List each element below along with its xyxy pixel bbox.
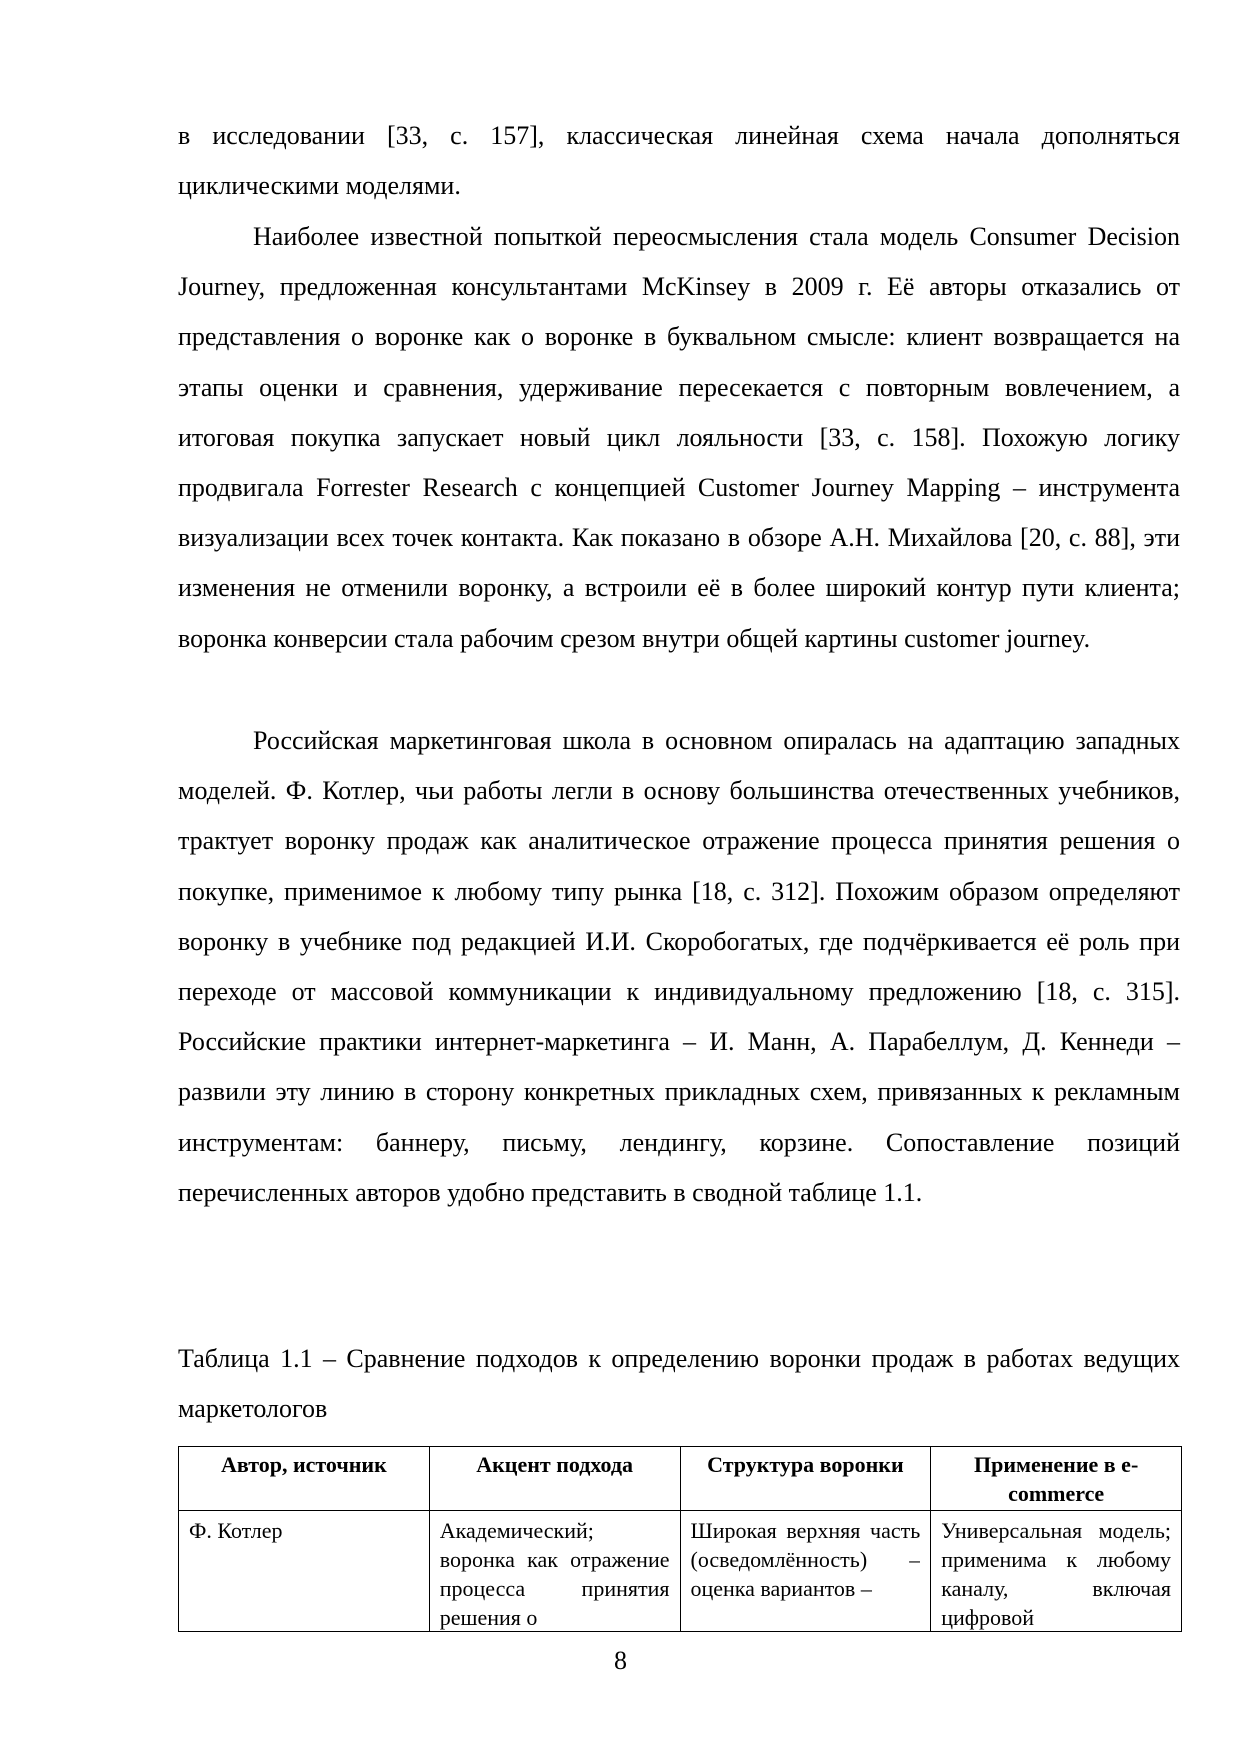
table-header-row bbox=[179, 1447, 1182, 1511]
table-row bbox=[179, 1511, 1182, 1632]
comparison-table bbox=[178, 1446, 1182, 1632]
paragraph-2: Наиболее известной попыткой переосмысления стала модель Consumer Decision Journey, предложенная консультантами McKinsey в 2009 г. Её авторы отказались от представления о воронке как о воронке в буквальном смысле: клиент возвращается на этапы оценки и сравнения, удерживание пересекается с повторным вовлечением, а итоговая покупка запускает новый цикл лояльности [33, с. 158]. Похожую логику продвигала Forrester Research с концепцией Customer Journey Mapping – инструмента визуализации всех точек контакта. Как показано в обзоре А.Н. Михайлова [20, с. 88], эти изменения не отменили воронку, а встроили её в более широкий контур пути клиента; воронка конверсии стала рабочим срезом внутри общей картины customer journey. bbox=[178, 222, 1180, 653]
cell-structure bbox=[680, 1511, 931, 1632]
header-focus: Акцент подхода bbox=[429, 1447, 680, 1511]
cell-structure-text: Широкая верхняя часть (осведомлённость) – оценка вариантов – bbox=[690, 1518, 921, 1601]
cell-author bbox=[179, 1511, 430, 1632]
table-caption: Таблица 1.1 – Сравнение подходов к определению воронки продаж в работах ведущих маркетологов bbox=[178, 1344, 1180, 1424]
cell-focus-text: Академический; воронка как отражение процесса принятия решения о bbox=[439, 1518, 670, 1630]
cell-ecommerce bbox=[931, 1511, 1182, 1632]
paragraph-1: в исследовании [33, с. 157], классическая линейная схема начала дополняться циклическими моделями. bbox=[178, 121, 1180, 201]
paragraph-3: Российская маркетинговая школа в основном опиралась на адаптацию западных моделей. Ф. Котлер, чьи работы легли в основу большинства отечественных учебников, трактует воронку продаж как аналитическое отражение процесса принятия решения о покупке, применимое к любому типу рынка [18, с. 312]. Похожим образом определяют воронку в учебнике под редакцией И.И. Скоробогатых, где подчёркивается её роль при переходе от массовой коммуникации к индивидуальному предложению [18, с. 315]. Российские практики интернет-маркетинга – И. Манн, А. Парабеллум, Д. Кеннеди – развили эту линию в сторону конкретных прикладных схем, привязанных к рекламным инструментам: баннеру, письму, лендингу, корзине. Сопоставление позиций перечисленных авторов удобно представить в сводной таблице 1.1. bbox=[178, 726, 1180, 1207]
cell-author-text: Ф. Котлер bbox=[189, 1518, 283, 1543]
header-ecommerce: Применение в e-commerce bbox=[931, 1447, 1182, 1511]
page-number: 8 bbox=[614, 1646, 627, 1675]
cell-focus bbox=[429, 1511, 680, 1632]
cell-ecommerce-text: Универсальная модель; применима к любому каналу, включая цифровой bbox=[941, 1518, 1171, 1630]
header-structure: Структура воронки bbox=[680, 1447, 931, 1511]
header-author: Автор, источник bbox=[179, 1447, 430, 1511]
